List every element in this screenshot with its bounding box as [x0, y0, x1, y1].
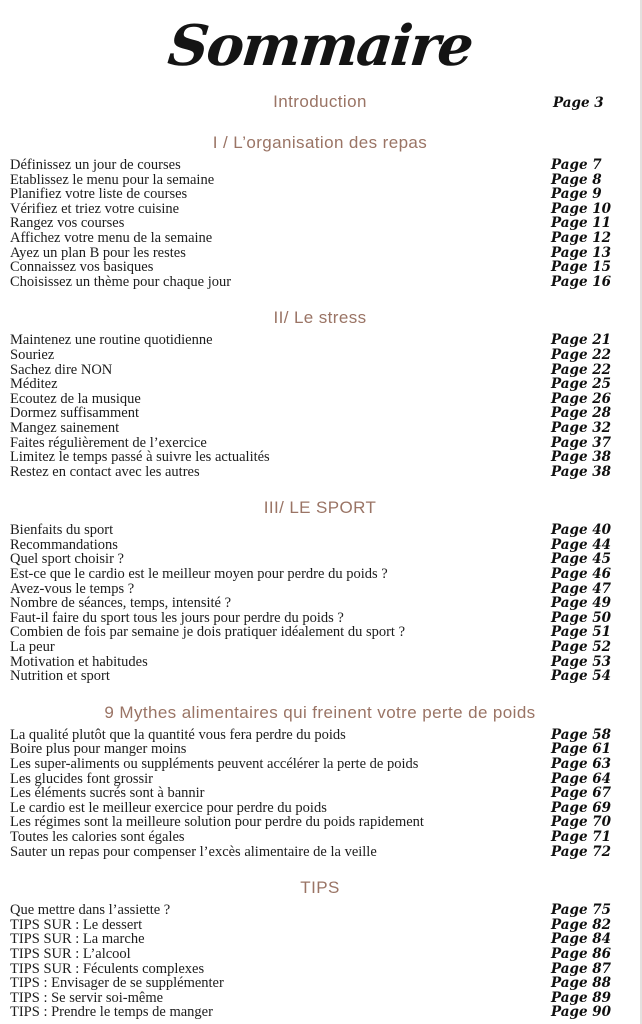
toc-entry-page-number: Page 49	[551, 595, 612, 612]
toc-entry-label: Rangez vos courses	[10, 215, 125, 232]
toc-entry	[0, 465, 640, 480]
toc-entry-page-number: Page 58	[551, 726, 612, 743]
toc-entry-page-number: Page 21	[551, 332, 612, 349]
toc-entry-label: La qualité plutôt que la quantité vous fera perdre du poids	[10, 726, 346, 743]
toc-entry-page-number: Page 22	[551, 346, 612, 363]
toc-entry-label: Connaissez vos basiques	[10, 259, 154, 276]
toc-entry-label: Souriez	[10, 346, 55, 363]
toc-entry	[0, 830, 640, 845]
toc-entry	[0, 450, 640, 465]
toc-section	[0, 878, 640, 1020]
toc-entry-label: Définissez un jour de courses	[10, 157, 181, 173]
toc-entry-page-number: Page 37	[551, 434, 612, 451]
toc-entry	[0, 392, 640, 407]
toc-entry-label: Faut-il faire du sport tous les jours pour perdre du poids ?	[10, 609, 344, 626]
section-rows	[0, 903, 640, 1020]
toc-entry-label: TIPS : Envisager de se supplémenter	[10, 975, 224, 992]
toc-entry	[0, 757, 640, 772]
toc-entry	[0, 625, 640, 640]
toc-entry-page-number: Page 38	[551, 449, 612, 466]
toc-entry-page-number: Page 63	[551, 756, 612, 772]
toc-section	[0, 498, 640, 684]
toc-entry	[0, 845, 640, 860]
toc-entry	[0, 918, 640, 933]
section-heading: 9 Mythes alimentaires qui freinent votre perte de poids	[104, 702, 536, 722]
toc-entry	[0, 611, 640, 626]
toc-entry-page-number: Page 82	[551, 916, 612, 933]
toc-entry	[0, 582, 640, 597]
toc-entry-label: La peur	[10, 639, 55, 656]
toc-entry	[0, 333, 640, 348]
toc-entry	[0, 991, 640, 1006]
toc-entry	[0, 377, 640, 392]
toc-entry-label: Les éléments sucrés sont à bannir	[10, 785, 205, 802]
toc-entry	[0, 801, 640, 816]
toc-entry-page-number: Page 10	[551, 200, 612, 217]
toc-entry-page-number: Page 13	[551, 244, 612, 261]
toc-entry-page-number: Page 90	[551, 1004, 612, 1021]
toc-entry	[0, 363, 640, 378]
toc-entry	[0, 523, 640, 538]
toc-entry-page-number: Page 69	[551, 799, 612, 816]
toc-entry-label: Que mettre dans l’assiette ?	[10, 902, 171, 919]
toc-entry-label: Nutrition et sport	[10, 668, 110, 685]
toc-entry-label: Choisissez un thème pour chaque jour	[10, 273, 232, 290]
toc-entry-label: Les super-aliments ou suppléments peuvent accélérer la perte de poids	[10, 756, 419, 772]
toc-entry-page-number: Page 16	[551, 273, 612, 290]
toc-entry	[0, 406, 640, 421]
toc-entry-label: Combien de fois par semaine je dois pratiquer idéalement du sport ?	[10, 624, 406, 641]
toc-entry	[0, 231, 640, 246]
toc-entry-label: Limitez le temps passé à suivre les actualités	[10, 449, 270, 466]
section-heading: II/ Le stress	[273, 308, 367, 328]
toc-entry	[0, 932, 640, 947]
toc-entry	[0, 728, 640, 743]
toc-entry-label: Méditez	[10, 376, 58, 393]
toc-entry-page-number: Page 40	[551, 522, 612, 539]
toc-entry-label: Ecoutez de la musique	[10, 390, 141, 407]
toc-entry	[0, 538, 640, 553]
toc-entry	[0, 786, 640, 801]
toc-entry-label: Sachez dire NON	[10, 361, 113, 378]
toc-entry-label: Avez-vous le temps ?	[10, 580, 135, 597]
toc-entry-label: TIPS SUR : L’alcool	[10, 945, 131, 962]
toc-section	[0, 308, 640, 479]
toc-entry-page-number: Page 54	[551, 668, 612, 685]
toc-entry-page-number: Page 38	[551, 463, 612, 480]
toc-entry-page-number: Page 84	[551, 931, 612, 948]
toc-entry-label: Ayez un plan B pour les restes	[10, 244, 186, 261]
toc-entry-label: Planifiez votre liste de courses	[10, 186, 188, 203]
toc-entry	[0, 348, 640, 363]
toc-entry-page-number: Page 47	[551, 580, 612, 597]
toc-entry-label: Les régimes sont la meilleure solution pour perdre du poids rapidement	[10, 814, 424, 831]
toc-entry-label: Le cardio est le meilleur exercice pour perdre du poids	[10, 799, 327, 816]
toc-entry	[0, 275, 640, 290]
toc-entry	[0, 742, 640, 757]
toc-entry	[0, 216, 640, 231]
toc-entry-label: Maintenez une routine quotidienne	[10, 332, 213, 349]
toc-entry	[0, 246, 640, 261]
toc-entry-label: Bienfaits du sport	[10, 522, 114, 539]
toc-entry-page-number: Page 28	[551, 405, 612, 422]
toc-entry	[0, 772, 640, 787]
section-rows	[0, 523, 640, 684]
toc-entry-label: Motivation et habitudes	[10, 653, 148, 670]
toc-entry	[0, 436, 640, 451]
toc-entry	[0, 903, 640, 918]
toc-entry-page-number: Page 25	[551, 376, 612, 393]
section-rows	[0, 728, 640, 859]
toc-entry-label: Toutes les calories sont égales	[10, 828, 185, 845]
toc-entry-label: Etablissez le menu pour la semaine	[10, 171, 215, 188]
toc-entry-label: Affichez votre menu de la semaine	[10, 229, 213, 246]
toc-entry-page-number: Page 67	[551, 785, 612, 802]
toc-entry	[0, 202, 640, 217]
toc-entry	[0, 421, 640, 436]
toc-entry-page-number: Page 44	[551, 536, 612, 553]
toc-entry-page-number: Page 88	[551, 975, 612, 992]
toc-entry-page-number: Page 89	[551, 989, 612, 1006]
toc-entry-page-number: Page 32	[551, 419, 612, 436]
section-rows	[0, 333, 640, 479]
toc-entry-label: Boire plus pour manger moins	[10, 741, 187, 758]
toc-entry-page-number: Page 22	[551, 361, 612, 378]
toc-entry-label: Les glucides font grossir	[10, 770, 153, 787]
toc-entry-page-number: Page 53	[551, 653, 612, 670]
toc-entry	[0, 552, 640, 567]
toc-entry	[0, 947, 640, 962]
toc-entry-page-number: Page 50	[551, 609, 612, 626]
section-heading: TIPS	[300, 878, 340, 898]
toc-entry	[0, 158, 640, 173]
section-heading: I / L’organisation des repas	[212, 133, 428, 152]
toc-entry-page-number: Page 71	[551, 828, 612, 845]
toc-entry-label: Sauter un repas pour compenser l’excès alimentaire de la veille	[10, 843, 377, 860]
toc-entry	[0, 962, 640, 977]
toc-entry-page-number: Page 87	[551, 960, 612, 977]
toc-entry-label: TIPS : Prendre le temps de manger	[10, 1004, 213, 1021]
section-heading: III/ LE SPORT	[263, 498, 377, 518]
toc-entry-label: Mangez sainement	[10, 419, 120, 436]
toc-entry-page-number: Page 12	[551, 229, 612, 246]
toc-entry-page-number: Page 72	[551, 843, 612, 860]
toc-entry-page-number: Page 64	[551, 770, 612, 787]
toc-entry	[0, 596, 640, 611]
toc-entry-page-number: Page 51	[551, 624, 612, 641]
toc-section	[0, 703, 640, 859]
toc-entry-label: Recommandations	[10, 536, 118, 553]
toc-entry	[0, 655, 640, 670]
page-title: Sommaire	[165, 13, 475, 79]
toc-section	[0, 133, 640, 289]
toc-entry-label: Nombre de séances, temps, intensité ?	[10, 595, 232, 612]
toc-entry-label: Dormez suffisamment	[10, 405, 139, 422]
toc-entry	[0, 669, 640, 684]
introduction-row	[0, 92, 640, 114]
toc-entry-label: Est-ce que le cardio est le meilleur moyen pour perdre du poids ?	[10, 566, 388, 583]
toc-entry-page-number: Page 46	[551, 566, 612, 583]
toc-entry-page-number: Page 7	[551, 157, 602, 173]
section-rows	[0, 158, 640, 289]
toc-entry-label: TIPS SUR : Féculents complexes	[10, 960, 205, 977]
toc-entry-page-number: Page 86	[551, 945, 612, 962]
toc-entry-page-number: Page 11	[551, 215, 612, 232]
toc-entry-label: TIPS : Se servir soi-même	[10, 989, 164, 1006]
toc-entry	[0, 976, 640, 991]
toc-entry	[0, 640, 640, 655]
introduction-heading: Introduction	[273, 92, 367, 111]
toc-entry-label: TIPS SUR : La marche	[10, 931, 145, 948]
toc-entry-label: Faites régulièrement de l’exercice	[10, 434, 207, 451]
toc-entry	[0, 187, 640, 202]
toc-entry-page-number: Page 75	[551, 902, 612, 919]
toc-entry	[0, 173, 640, 188]
toc-entry-page-number: Page 15	[551, 259, 612, 276]
toc-entry-page-number: Page 26	[551, 390, 612, 407]
toc-entry-page-number: Page 8	[551, 171, 602, 188]
toc-entry-page-number: Page 70	[551, 814, 612, 831]
toc-entry	[0, 567, 640, 582]
toc-entry-page-number: Page 61	[551, 741, 612, 758]
introduction-page-number: Page 3	[553, 95, 604, 111]
toc-entry	[0, 1005, 640, 1020]
toc-entry-label: Quel sport choisir ?	[10, 551, 124, 568]
toc-entry-label: Vérifiez et triez votre cuisine	[10, 200, 180, 217]
toc-entry-page-number: Page 52	[551, 639, 612, 656]
toc-entry-label: Restez en contact avec les autres	[10, 463, 200, 480]
toc-entry	[0, 260, 640, 275]
toc-sections	[0, 133, 640, 1020]
toc-entry	[0, 815, 640, 830]
toc-entry-page-number: Page 45	[551, 551, 612, 568]
toc-entry-label: TIPS SUR : Le dessert	[10, 916, 143, 933]
toc-entry-page-number: Page 9	[551, 186, 602, 203]
